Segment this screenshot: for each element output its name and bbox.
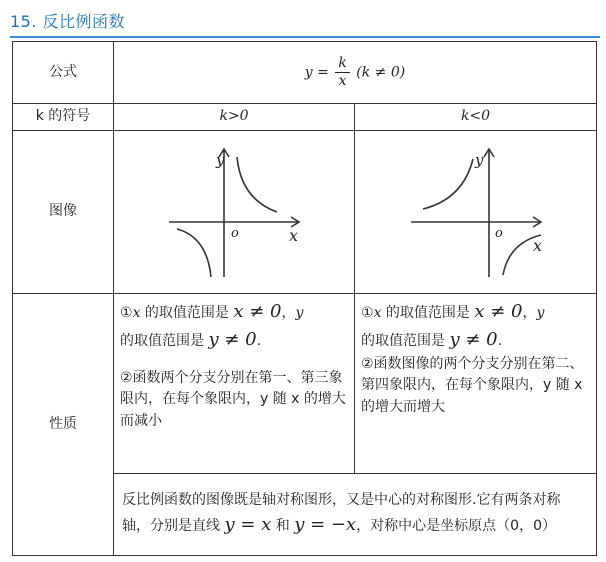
property-negative-range: 的取值范围是 y ≠ 0. <box>361 328 503 350</box>
curve-branch-q1 <box>237 157 277 212</box>
property-positive <box>114 294 355 474</box>
graph-positive-cell <box>114 131 355 294</box>
graph-y-label: y <box>474 151 483 169</box>
graph-origin-label: o <box>494 226 503 241</box>
symmetry-axis-2: y = −x <box>294 514 357 536</box>
heading-underline <box>10 36 600 38</box>
graph-x-label: x <box>532 236 542 255</box>
property-positive-range: 的取值范围是 y ≠ 0. <box>120 328 262 350</box>
property-summary: 反比例函数的图像既是轴对称图形，又是中心的对称图形.它有两条对称轴，分别是直线 y = x 和 y = −x，对称中心是坐标原点（0，0） <box>114 474 597 556</box>
symmetry-axis-1: y = x <box>224 514 272 536</box>
property-positive-domain: ①x 的取值范围是 x ≠ 0，y <box>120 301 304 322</box>
formula-row <box>13 42 597 104</box>
curve-branch-q3 <box>177 229 211 277</box>
formula-cell <box>114 42 597 104</box>
curve-branch-q2 <box>423 159 473 209</box>
sign-positive: k>0 <box>114 104 355 131</box>
graph-origin-label: o <box>231 226 239 241</box>
formula-condition: (k ≠ 0) <box>356 64 406 81</box>
graph-row <box>13 131 597 294</box>
graph-negative-cell <box>355 131 597 294</box>
property-row <box>13 294 597 474</box>
section-heading: 15. 反比例函数 <box>10 12 126 31</box>
graph-negative-k <box>391 137 561 287</box>
formula-denominator: x <box>338 73 347 89</box>
inverse-function-table <box>12 41 597 556</box>
graph-x-label: x <box>289 226 299 245</box>
property-positive-branches: ②函数两个分支分别在第一、第三象限内，在每个象限内，y 随 x 的增大而减小 <box>120 369 346 430</box>
formula-lhs: y = <box>304 64 329 81</box>
formula-label: 公式 <box>13 42 114 104</box>
property-negative-domain: ①x 的取值范围是 x ≠ 0，y <box>361 301 545 322</box>
graph-positive-k <box>149 137 319 287</box>
property-label: 性质 <box>13 294 114 556</box>
formula-fraction <box>335 55 349 90</box>
graph-label: 图像 <box>13 131 114 294</box>
graph-y-label: y <box>216 151 225 169</box>
property-negative-branches: ②函数图像的两个分支分别在第二、第四象限内，在每个象限内，y 随 x 的增大而增大 <box>361 355 584 416</box>
formula-numerator: k <box>335 55 349 73</box>
sign-row <box>13 104 597 131</box>
sign-label: k 的符号 <box>13 104 114 131</box>
property-negative <box>355 294 597 474</box>
sign-negative: k<0 <box>355 104 597 131</box>
